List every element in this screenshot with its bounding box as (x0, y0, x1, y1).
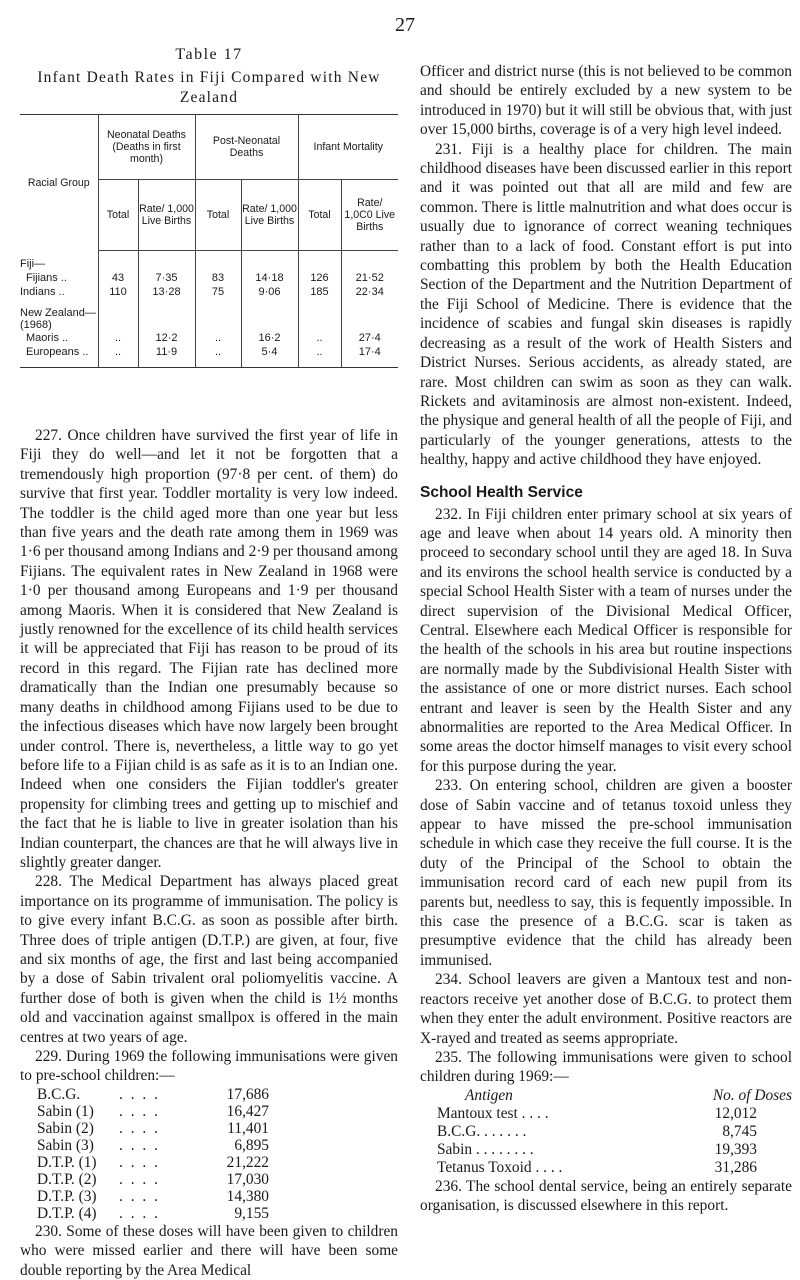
list-item: D.T.P. (4) . . . . 9,155 (37, 1204, 269, 1222)
subheader-total: Total (98, 180, 138, 251)
list-item: B.C.G. . . . . 17,686 (37, 1085, 269, 1103)
paragraph-236: 236. The school dental service, being an entirely separate organisation, is discussed elsewhere in this report. (420, 1177, 792, 1215)
table-row: Sabin . . . . . . . . 19,393 (437, 1140, 757, 1158)
page-number: 27 (395, 14, 415, 36)
table-caption-number: Table 17 (175, 46, 243, 63)
subheader-rate: Rate/ 1,000 Live Births (138, 180, 195, 251)
paragraph-229: 229. During 1969 the following immunisations were given to pre-school children:— (20, 1048, 398, 1085)
table-row: B.C.G. . . . . . . 8,745 (437, 1122, 757, 1140)
subheader-rate: Rate/ 1,0C0 Live Births (341, 180, 398, 251)
column-header-doses: No. of Doses (712, 1086, 792, 1104)
paragraph-233: 233. On entering school, children are given a booster dose of Sabin vaccine and of tetanus toxoid unless they appear to have missed the pre-school immunisation schedule in which case they receive the full course. It is the duty of the Principal of the School to obtain the immunisation record card of each new pupil from its parents but, needless to say, this is fequently impossible. In this case the presence of a B.C.G. scar is taken as presumptive evidence that the child has already been immunised. (420, 777, 792, 969)
paragraph-234: 234. School leavers are given a Mantoux test and non-reactors receive yet another dose of B.C.G. to protect them when they enter the adult environment. Positive reactors are X-rayed and treated as seems appropriate. (420, 971, 792, 1047)
subheader-total: Total (195, 180, 241, 251)
table-row: Europeans .. .. 11·9 .. 5·4 .. 17·4 (20, 345, 398, 368)
list-item: D.T.P. (3) . . . . 14,380 (37, 1187, 269, 1205)
neonatal-deaths-header: Neonatal Deaths (Deaths in first month) (98, 115, 195, 180)
infant-death-rates-table (20, 114, 398, 368)
post-neonatal-deaths-header: Post-Neonatal Deaths (195, 115, 298, 180)
table-row: Mantoux test . . . . 12,012 (437, 1104, 757, 1122)
table-caption-title: Infant Death Rates in Fiji Compared with New Zealand (37, 69, 381, 106)
table-row: Indians .. 110 13·28 75 9·06 185 22·34 (20, 285, 398, 299)
list-item: Sabin (1) . . . . 16,427 (37, 1102, 269, 1120)
racial-group-header: Racial Group (27, 176, 90, 189)
paragraph-230-continued: Officer and district nurse (this is not believed to be common and should be entirely excluded by a new system to be introduced in 1970) but it will still be obvious that, with just over 15,000 births, coverage is of a very high level indeed. (420, 63, 792, 139)
column-header-antigen: Antigen (465, 1086, 513, 1104)
paragraph-231: 231. Fiji is a healthy place for children. The main childhood diseases have been discussed earlier in this report and it was pointed out that all are mild and few are common. There is little malnutrition and what does occur is usually due to ignorance of correct weaning techniques rather than to a lack of food. Constant effort is put into combatting this problem by both the Health Education Section of the Department and the Nutrition Department of the Fiji School of Medicine. There is evidence that the incidence of scabies and fungal skin diseases is rapidly decreasing as a result of the work of Health Sisters and District Nurses. Serious accidents, as already stated, are rare. Most children can swim as soon as they can walk. Rickets and avitaminosis are almost non-existent. Indeed, the physique and general health of all the people of Fiji, and particularly of the younger generations, attests to the healthy, happy and active childhood they have enjoyed. (420, 140, 792, 469)
paragraph-232: 232. In Fiji children enter primary school at six years of age and leave when about 14 years old. A minority then proceed to secondary school until they are aged 18. In Suva and its environs the school health service is conducted by a special School Health Sister with a team of nurses under the direct supervision of the Divisional Medical Officer, Central. Elsewhere each Medical Officer is responsible for the health of the schools in his area but routine inspections are normally made by the Subdivisional Health Sister with the assistance of one or more district nurses. Each school entrant and leaver is seen by the Health Sister and any abnormalities are reported to the Area Medical Officer. In some areas the doctor himself manages to visit every school for this purpose during the year. (420, 505, 792, 775)
table-row: Maoris .. .. 12·2 .. 16·2 .. 27·4 (20, 331, 398, 345)
table-row: Tetanus Toxoid . . . . 31,286 (437, 1158, 757, 1176)
infant-mortality-header: Infant Mortality (298, 115, 398, 180)
list-item: D.T.P. (2) . . . . 17,030 (37, 1170, 269, 1188)
paragraph-227: 227. Once children have survived the first year of life in Fiji they do well—and let it not be forgotten that a tremendously high proportion (97·8 per cent. of them) do survive that first year. Toddler mortality is very low indeed. The toddler is the child aged more than one year but less than five years and the death rate among them in 1969 was 1·6 per thousand among Indians and 2·9 per thousand among Fijians. The equivalent rates in New Zealand in 1968 were 1·0 per thousand among Europeans and 1·9 per thousand among Maoris. When it is considered that New Zealand is justly renowned for the excellence of its child health services it will be appreciated that Fiji has reason to be proud of its record in this regard. The Fijian rate has declined more dramatically than the Indian one presumably because so many deaths in childhood among Fijians used to be due to the infectious diseases which have now largely been brought under control. There is, nevertheless, a little way to go yet before life to a Fijian child is as safe as it is to an Indian one. Indeed when one considers the Fijian toddler's greater propensity for climbing trees and getting up to mischief and the fact that he is liable to live in greater isolation than his Indian counterpart, the chances are that he will always live in slightly greater danger. (20, 427, 398, 871)
list-item: Sabin (2) . . . . 11,401 (37, 1119, 269, 1137)
subheader-total: Total (298, 180, 341, 251)
paragraph-228: 228. The Medical Department has always placed great importance on its programme of immunisation. The policy is to give every infant B.C.G. as soon as possible after birth. Three does of triple antigen (D.T.P.) are given, at four, five and six months of age, the first and last being accompanied by a dose of Sabin trivalent oral poliomyelitis vaccine. A further dose of both is given when the child is 1½ months old and vaccination against smallpox is offered in the main centres at two years of age. (20, 873, 398, 1046)
section-heading-school-health: School Health Service (420, 483, 583, 501)
table-row: Fijians .. 43 7·35 83 14·18 126 21·52 (20, 271, 398, 285)
paragraph-235: 235. The following immunisations were given to school children during 1969:— (420, 1048, 792, 1086)
list-item: D.T.P. (1) . . . . 21,222 (37, 1153, 269, 1171)
section-label-fiji: Fiji— (20, 257, 46, 270)
subheader-rate: Rate/ 1,000 Live Births (241, 180, 298, 251)
list-item: Sabin (3) . . . . 6,895 (37, 1136, 269, 1154)
paragraph-230: 230. Some of these doses will have been given to children who were missed earlier and there will have been some double reporting by the Area Medical (20, 1222, 398, 1279)
school-immunisation-table (420, 1087, 792, 1177)
preschool-immunisation-list (20, 1086, 398, 1222)
section-label-new-zealand: New Zealand— (1968) (20, 306, 96, 331)
